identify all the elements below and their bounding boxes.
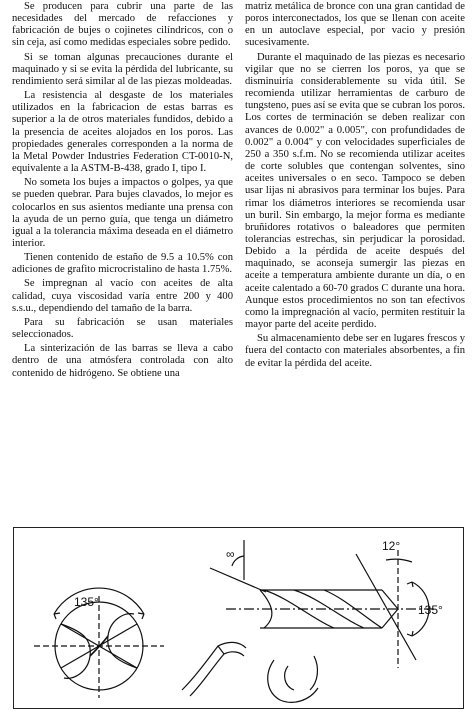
flute-profile-sketch <box>182 642 246 696</box>
paragraph: Se impregnan al vacío con aceites de alta calidad, cuya viscosidad varía entre 200 y 400 s.s.u., dependiendo del tamaño de la barra. <box>12 278 233 314</box>
angle-label: 12° <box>382 539 401 553</box>
paragraph: La sinterización de las barras se lleva a cabo dentro de una atmósfera controlada con alto contenido de hidrógeno. Se obtiene una <box>12 343 233 379</box>
paragraph: La resistencia al desgaste de los materiales utilizados en la fabricacion de estas barras es superior a la de otros materiales fundidos, debido a la presencia de aceites alojados en los poros. Las propiedades generales corresponden a la norma de la Metal Powder Industries Federation CT-0010-N, equivalente a la ASTM-B-438, grado I, tipo I. <box>12 90 233 175</box>
paragraph: No someta los bujes a impactos o golpes, ya que se pueden quebrar. Para bujes clavados, lo mejor es colocarlos en sus asientos mediante una prensa con la ayuda de un perno guía, que tenga un diámetro igual a la tolerancia máxima deseada en el diámetro interior. <box>12 177 233 249</box>
paragraph: Para su fabricación se usan materiales seleccionados. <box>12 316 233 341</box>
web-sketch <box>268 656 318 702</box>
infinity-symbol: ∞ <box>226 547 235 561</box>
right-text-column <box>245 1 465 372</box>
drill-bit-illustration <box>14 528 465 710</box>
drill-bit-diagram <box>13 527 464 709</box>
paragraph: matriz metálica de bronce con una gran cantidad de poros interconectados, los que se llenan con aceite en un autoclave especial, por vacio y presión sucesivamente. <box>245 1 465 49</box>
drill-side-view <box>210 540 434 668</box>
paragraph: Se producen para cubrir una parte de las necesidades del mercado de refacciones y fabricación de bujes o cojinetes cilíndricos, con o sin ceja, así como medidas especiales sobre pedido. <box>12 1 233 49</box>
left-text-column <box>12 1 233 382</box>
angle-label: 135° <box>74 595 99 609</box>
drill-cross-section <box>34 588 164 698</box>
angle-label: 135° <box>418 603 443 617</box>
paragraph: Si se toman algunas precauciones durante el maquinado y si se evita la pérdida del lubricante, su rendimiento será similar al de las piezas moldeadas. <box>12 51 233 87</box>
paragraph: Su almacenamiento debe ser en lugares frescos y fuera del contacto con materiales absorbentes, a fin de evitar la pérdida del aceite. <box>245 333 465 369</box>
paragraph: Tienen contenido de estaño de 9.5 a 10.5% con adiciones de grafito microcristalino de hasta 1.75%. <box>12 252 233 276</box>
paragraph: Durante el maquinado de las piezas es necesario vigilar que no se cierren los poros, ya que se disminuiría considerablemente su vida útil. Se recomienda utilizar herramientas de carburo de tungsteno, pues así se evita que se cubran los poros. Los cortes de terminación se deben realizar con avances de 0.002" a 0.005", con profundidades de 0.002" a 0.004" y con velocidades superficiales de 250 a 350 s.f.m. No se recomienda utilizar aceites de corte solubles que contengan solventes, sino aceites universales o en seco. Tampoco se deben usar lijas ni abrasivos para terminar los bujes. Para rimar los diámetros interiores se recomienda usar un buril. Sin embargo, la mejor forma es mediante bruñidores rotativos o baleadores que permiten tolerancias estrechas, sin perjudicar la porosidad. Debido a la pérdida de aceite después del maquinado, se aconseja sumergir las piezas en aceite a temperatura ambiente durante un día, o en aceite calentado a 60-70 grados C durante una hora. Aunque estos procedimientos no son tan efectivos como la impregnación al vacío, permiten restituir la mayor parte del aceite perdido. <box>245 51 465 331</box>
